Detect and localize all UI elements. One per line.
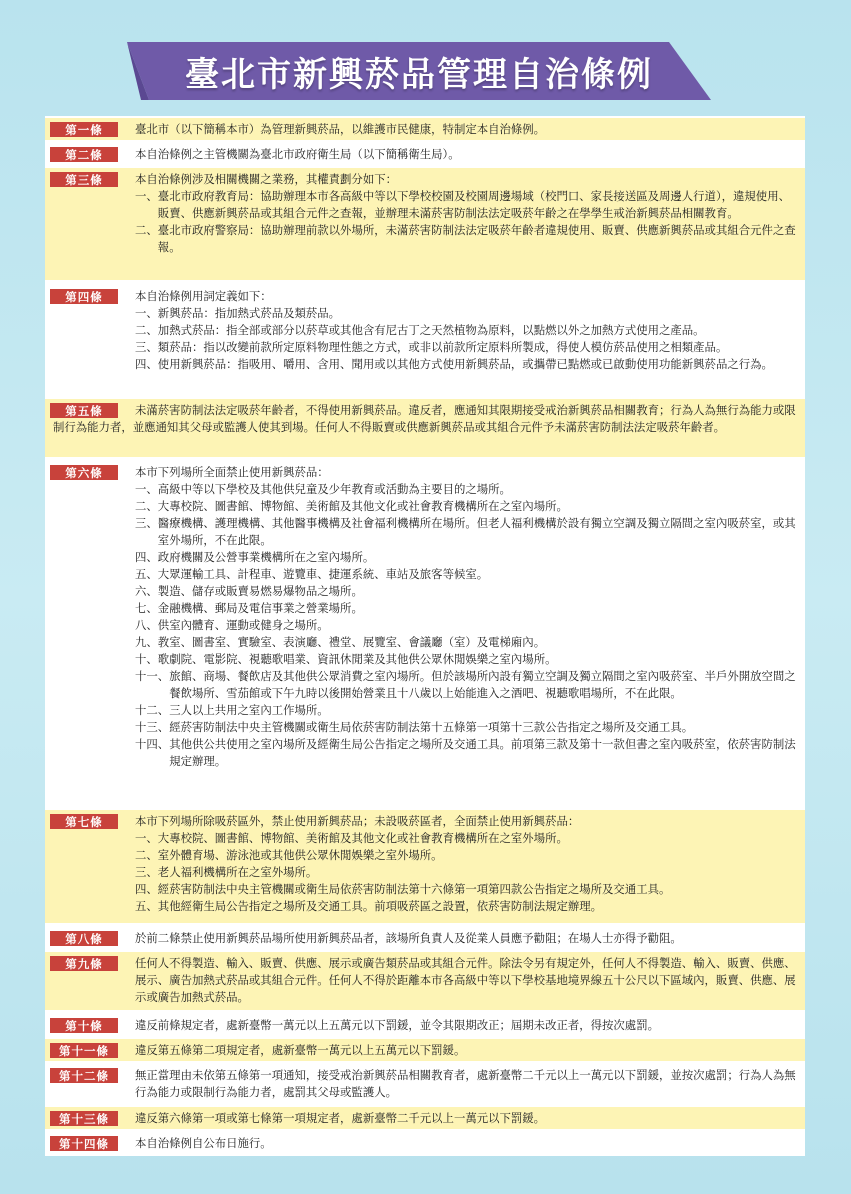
article-text: 於前二條禁止使用新興菸品場所使用新興菸品者，該場所負責人及從業人員應予勸阻；在場人士亦得予勸阻。 [135, 931, 682, 945]
article-1 [45, 118, 805, 140]
article-2 [45, 143, 805, 165]
article-label: 第十一條 [50, 1043, 118, 1058]
page-title: 臺北市新興菸品管理自治條例 [185, 54, 653, 95]
item-text: 旅館、商場、餐飲店及其他供公眾消費之室內場所。但於該場所內設有獨立空調及獨立隔間之室內吸菸室、半戶外開放空間之餐飲場所、雪茄館或下午九時以後開始營業且十八歲以上始能進入之酒吧、視聽歌唱場所，不在此限。 [169, 669, 796, 700]
article-label: 第八條 [50, 931, 118, 946]
article-label: 第十三條 [50, 1111, 118, 1126]
article-11 [45, 1039, 805, 1061]
item-number: 一、 [135, 482, 158, 496]
list-item [135, 719, 797, 736]
article-label: 第九條 [50, 956, 118, 971]
list-item [135, 830, 797, 847]
article-body [135, 464, 797, 770]
article-14 [45, 1132, 805, 1154]
article-3 [45, 168, 805, 280]
item-text: 經菸害防制法中央主管機關或衛生局依菸害防制法第十六條第一項第四款公告指定之場所及交通工具。 [157, 882, 671, 896]
list-item [135, 617, 797, 634]
list-item [135, 651, 797, 668]
list-item [135, 222, 797, 256]
item-text: 大專校院、圖書館、博物館、美術館及其他文化或社會教育機構所在之室內場所。 [157, 499, 568, 513]
article-13 [45, 1107, 805, 1129]
item-number: 一、 [135, 306, 158, 320]
article-text: 違反第六條第一項或第七條第一項規定者，處新臺幣二千元以上一萬元以下罰鍰。 [135, 1111, 546, 1125]
article-label: 第三條 [50, 172, 118, 187]
item-text: 金融機構、郵局及電信事業之營業場所。 [157, 601, 363, 615]
item-number: 十、 [135, 652, 158, 666]
item-text: 老人福利機構所在之室外場所。 [157, 865, 318, 879]
list-item [135, 356, 797, 373]
list-item [135, 702, 797, 719]
list-item [135, 481, 797, 498]
list-item [135, 566, 797, 583]
article-label: 第四條 [50, 289, 118, 304]
article-intro: 本市下列場所全面禁止使用新興菸品： [135, 465, 329, 479]
item-number: 六、 [135, 584, 158, 598]
item-text: 臺北市政府警察局：協助辦理前款以外場所，未滿菸害防制法法定吸菸年齡者違規使用、販賣、供應新興菸品或其組合元件之查報。 [157, 223, 796, 254]
article-5 [45, 399, 805, 457]
article-text: 本自治條例自公布日施行。 [135, 1136, 272, 1150]
item-number: 二、 [135, 223, 158, 237]
item-text: 教室、圖書室、實驗室、表演廳、禮堂、展覽室、會議廳（室）及電梯廂內。 [157, 635, 546, 649]
article-10 [45, 1014, 805, 1036]
list-item [135, 736, 797, 770]
article-body [135, 171, 797, 256]
item-text: 製造、儲存或販賣易燃易爆物品之場所。 [157, 584, 363, 598]
list-item [135, 583, 797, 600]
item-number: 九、 [135, 635, 158, 649]
item-text: 室外體育場、游泳池或其他供公眾休閒娛樂之室外場所。 [157, 848, 443, 862]
article-label: 第十條 [50, 1018, 118, 1033]
title-banner [127, 42, 711, 100]
item-text: 其他經衛生局公告指定之場所及交通工具。前項吸菸區之設置，依菸害防制法規定辦理。 [157, 899, 603, 913]
item-text: 大專校院、圖書館、博物館、美術館及其他文化或社會教育機構所在之室外場所。 [157, 831, 568, 845]
article-intro: 本市下列場所除吸菸區外，禁止使用新興菸品；未設吸菸區者，全面禁止使用新興菸品： [135, 814, 580, 828]
list-item [135, 549, 797, 566]
item-text: 高級中等以下學校及其他供兒童及少年教育或活動為主要目的之場所。 [157, 482, 511, 496]
item-text: 新興菸品：指加熱式菸品及類菸品。 [157, 306, 341, 320]
article-7 [45, 810, 805, 923]
list-item [135, 881, 797, 898]
item-text: 臺北市政府教育局：協助辦理本市各高級中等以下學校校園及校園周邊場域（校門口、家長接送區及周邊人行道），違規使用、販賣、供應新興菸品或其組合元件之查報，並辦理未滿菸害防制法法定吸菸年齡之在學學生戒治新興菸品相關教育。 [157, 189, 790, 220]
article-8 [45, 927, 805, 949]
item-number: 七、 [135, 601, 158, 615]
article-12 [45, 1064, 805, 1104]
article-text: 無正當理由未依第五條第一項通知，接受戒治新興菸品相關教育者，處新臺幣二千元以上一萬元以下罰鍰，並按次處罰；行為人為無行為能力或限制行為能力者，處罰其父母或監護人。 [135, 1068, 796, 1099]
article-body [135, 813, 797, 915]
article-label: 第一條 [50, 122, 118, 137]
article-label: 第十二條 [50, 1068, 118, 1083]
article-label: 第五條 [50, 403, 118, 418]
item-number: 八、 [135, 618, 158, 632]
list-item [135, 515, 797, 549]
item-number: 三、 [135, 516, 158, 530]
item-number: 一、 [135, 831, 158, 845]
item-number: 三、 [135, 340, 158, 354]
article-intro: 本自治條例用詞定義如下： [135, 289, 272, 303]
item-text: 醫療機構、護理機構、其他醫事機構及社會福利機構所在場所。但老人福利機構於設有獨立空調及獨立隔間之室內吸菸室，或其室外場所，不在此限。 [157, 516, 796, 547]
article-9 [45, 952, 805, 1010]
article-text: 本自治條例之主管機關為臺北市政府衛生局（以下簡稱衛生局）。 [135, 147, 460, 161]
list-item [135, 864, 797, 881]
item-number: 十三、 [135, 720, 170, 734]
item-number: 四、 [135, 550, 158, 564]
list-item [135, 322, 797, 339]
article-intro: 本自治條例涉及相關機關之業務，其權責劃分如下： [135, 172, 397, 186]
list-item [135, 898, 797, 915]
article-label: 第二條 [50, 147, 118, 162]
item-text: 使用新興菸品：指吸用、嚼用、含用、聞用或以其他方式使用新興菸品，或攜帶已點燃或已啟動使用功能新興菸品之行為。 [157, 357, 773, 371]
item-text: 歌劇院、電影院、視聽歌唱業、資訊休閒業及其他供公眾休閒娛樂之室內場所。 [157, 652, 557, 666]
article-4 [45, 285, 805, 395]
item-number: 四、 [135, 357, 158, 371]
item-number: 二、 [135, 323, 158, 337]
item-number: 二、 [135, 499, 158, 513]
article-text: 違反第五條第二項規定者，處新臺幣一萬元以上五萬元以下罰鍰。 [135, 1043, 466, 1057]
article-label: 第十四條 [50, 1136, 118, 1151]
article-label: 第六條 [50, 465, 118, 480]
item-text: 加熱式菸品：指全部或部分以菸草或其他含有尼古丁之天然植物為原料，以點燃以外之加熱方式使用之產品。 [157, 323, 705, 337]
list-item [135, 188, 797, 222]
item-number: 五、 [135, 567, 158, 581]
article-text: 違反前條規定者，處新臺幣一萬元以上五萬元以下罰鍰，並令其限期改正；屆期未改正者，得按次處罰。 [135, 1018, 659, 1032]
item-number: 十二、 [135, 703, 170, 717]
item-text: 三人以上共用之室內工作場所。 [169, 703, 329, 717]
list-item [135, 847, 797, 864]
item-number: 五、 [135, 899, 158, 913]
article-text: 未滿菸害防制法法定吸菸年齡者，不得使用新興菸品。違反者，應通知其限期接受戒治新興菸品相關教育；行為人為無行為能力或限制行為能力者，並應通知其父母或監護人使其到場。任何人不得販賣或供應新興菸品或其組合元件予未滿菸害防制法法定吸菸年齡者。 [53, 403, 796, 434]
article-body [135, 288, 797, 373]
item-text: 大眾運輸工具、計程車、遊覽車、捷運系統、車站及旅客等候室。 [157, 567, 489, 581]
item-number: 四、 [135, 882, 158, 896]
item-number: 十一、 [135, 669, 170, 683]
item-number: 十四、 [135, 737, 170, 751]
article-text: 任何人不得製造、輸入、販賣、供應、展示或廣告類菸品或其組合元件。除法令另有規定外，任何人不得製造、輸入、販賣、供應、展示、廣告加熱式菸品或其組合元件。任何人不得於距離本市各高級中等以下學校基地境界線五十公尺以下區域內，販賣、供應、展示或廣告加熱式菸品。 [135, 956, 796, 1004]
item-text: 經菸害防制法中央主管機關或衛生局依菸害防制法第十五條第一項第十三款公告指定之場所及交通工具。 [169, 720, 694, 734]
list-item [135, 498, 797, 515]
list-item [135, 600, 797, 617]
list-item [135, 305, 797, 322]
article-label: 第七條 [50, 814, 118, 829]
article-text: 臺北市（以下簡稱本市）為管理新興菸品，以維護市民健康，特制定本自治條例。 [135, 122, 546, 136]
list-item [135, 339, 797, 356]
item-text: 類菸品：指以改變前款所定原料物理性態之方式，或非以前款所定原料所製成，得使人模仿菸品使用之相類產品。 [157, 340, 728, 354]
item-number: 二、 [135, 848, 158, 862]
article-6 [45, 461, 805, 806]
item-text: 其他供公共使用之室內場所及經衛生局公告指定之場所及交通工具。前項第三款及第十一款但書之室內吸菸室，依菸害防制法規定辦理。 [169, 737, 796, 768]
item-text: 政府機關及公營事業機構所在之室內場所。 [157, 550, 375, 564]
list-item [135, 668, 797, 702]
item-number: 三、 [135, 865, 158, 879]
item-number: 一、 [135, 189, 158, 203]
list-item [135, 634, 797, 651]
item-text: 供室內體育、運動或健身之場所。 [157, 618, 329, 632]
